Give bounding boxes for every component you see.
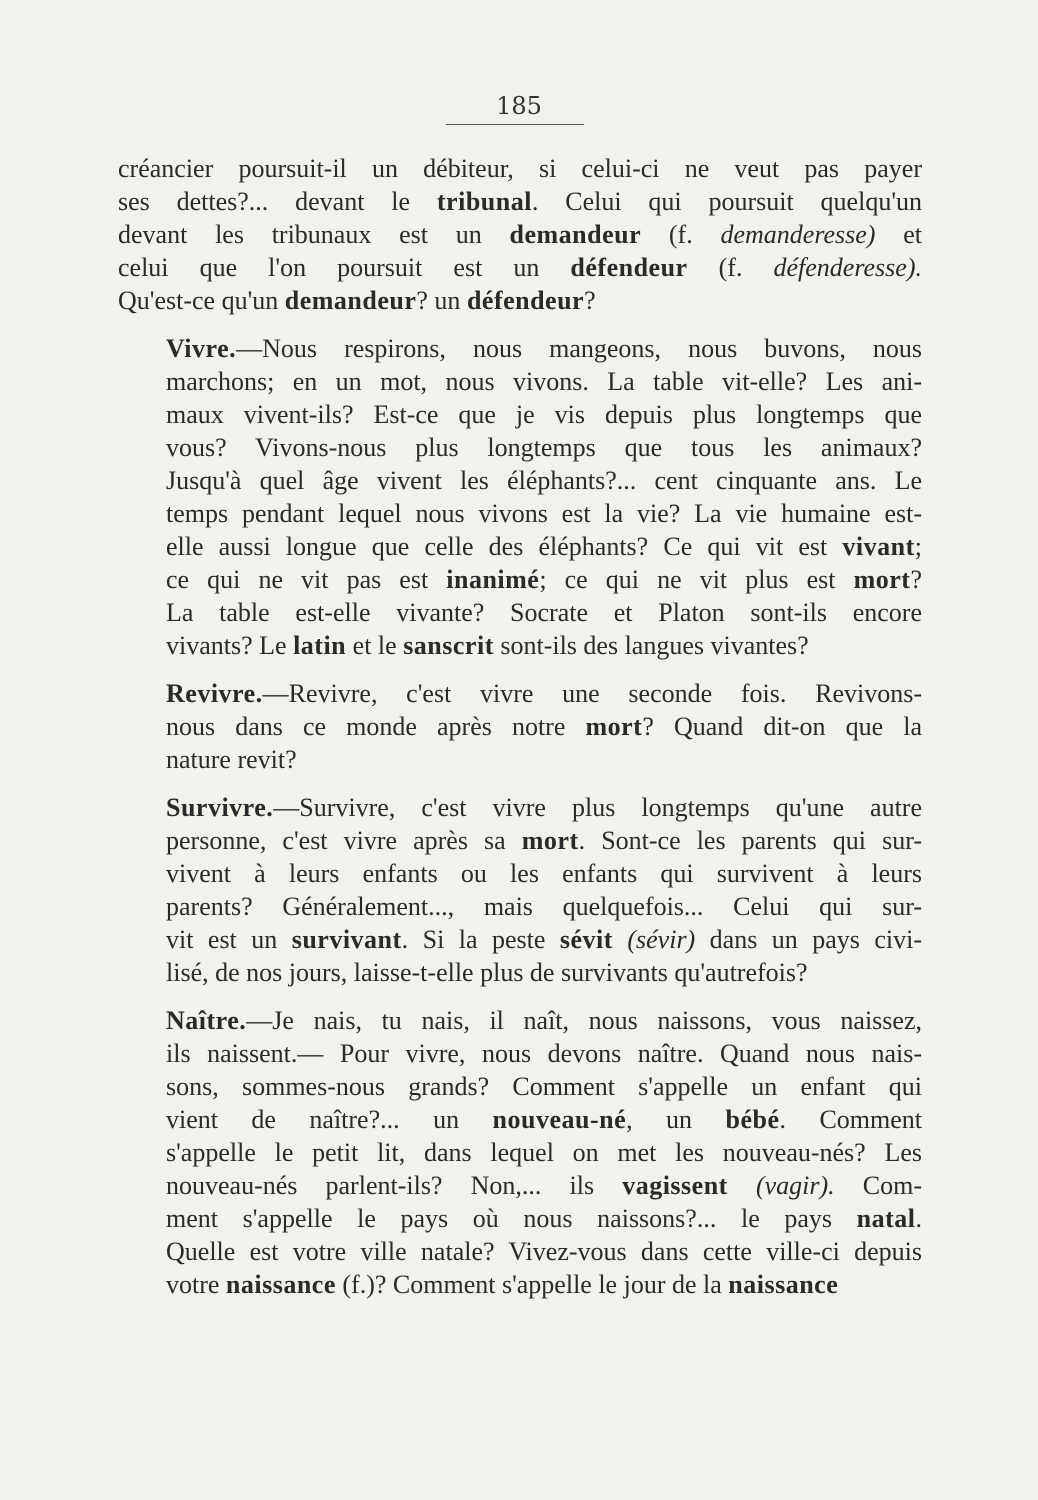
text-line: celui que l'on poursuit est un défendeur (f. défenderesse). (118, 253, 922, 282)
text-line: sons, sommes-nous grands? Comment s'appelle un enfant qui (166, 1072, 922, 1101)
text-line: Quelle est votre ville natale? Vivez-vous dans cette ville-ci depuis (166, 1237, 922, 1266)
text-line: marchons; en un mot, nous vivons. La table vit-elle? Les ani- (166, 367, 922, 396)
text-line: vit est un survivant. Si la peste sévit (sévir) dans un pays civi- (166, 925, 922, 954)
text-line: nouveau-nés parlent-ils? Non,... ils vagissent (vagir). Com- (166, 1171, 922, 1200)
paragraph-p5 (118, 1004, 922, 1301)
text-line: Revivre.—Revivre, c'est vivre une seconde fois. Revivons- (166, 679, 922, 708)
text-line: vivent à leurs enfants ou les enfants qui survivent à leurs (166, 859, 922, 888)
paragraph-p3 (118, 677, 922, 776)
paragraph-p2 (118, 332, 922, 662)
page-number: 185 (496, 92, 542, 120)
text-line: Jusqu'à quel âge vivent les éléphants?... cent cinquante ans. Le (166, 466, 922, 495)
text-line: personne, c'est vivre après sa mort. Sont-ce les parents qui sur- (166, 826, 922, 855)
headword: Naître. (166, 1006, 247, 1035)
text-line: Vivre.—Nous respirons, nous mangeons, nous buvons, nous (166, 334, 922, 363)
text-line: s'appelle le petit lit, dans lequel on met les nouveau-nés? Les (166, 1138, 922, 1167)
text-line: Naître.—Je nais, tu nais, il naît, nous naissons, vous naissez, (166, 1006, 922, 1035)
headword: Revivre. (166, 679, 263, 708)
paragraph-p1 (118, 152, 922, 317)
text-line: ils naissent.— Pour vivre, nous devons naître. Quand nous nais- (166, 1039, 922, 1068)
paragraph-p4 (118, 791, 922, 989)
text-line: temps pendant lequel nous vivons est la vie? La vie humaine est- (166, 499, 922, 528)
text-line: parents? Généralement..., mais quelquefois... Celui qui sur- (166, 892, 922, 921)
text-line: vous? Vivons-nous plus longtemps que tous les animaux? (166, 433, 922, 462)
text-line: ment s'appelle le pays où nous naissons?... le pays natal. (166, 1204, 922, 1233)
text-line: Qu'est-ce qu'un demandeur? un défendeur? (118, 286, 596, 315)
text-line: devant les tribunaux est un demandeur (f. demanderesse) et (118, 220, 922, 249)
headword: Vivre. (166, 334, 237, 363)
text-line: La table est-elle vivante? Socrate et Platon sont-ils encore (166, 598, 922, 627)
body-text (118, 152, 922, 1301)
text-line: créancier poursuit-il un débiteur, si celui-ci ne veut pas payer (118, 154, 922, 183)
text-line: lisé, de nos jours, laisse-t-elle plus de survivants qu'autrefois? (166, 958, 808, 987)
text-line: nous dans ce monde après notre mort? Quand dit-on que la (166, 712, 922, 741)
text-line: vivants? Le latin et le sanscrit sont-ils des langues vivantes? (166, 631, 809, 660)
text-line: vient de naître?... un nouveau-né, un bébé. Comment (166, 1105, 922, 1134)
headword: Survivre. (166, 793, 274, 822)
text-line: maux vivent-ils? Est-ce que je vis depuis plus longtemps que (166, 400, 922, 429)
text-line: votre naissance (f.)? Comment s'appelle le jour de la naissance (166, 1270, 839, 1299)
text-line: nature revit? (166, 745, 297, 774)
text-line: Survivre.—Survivre, c'est vivre plus longtemps qu'une autre (166, 793, 922, 822)
text-line: ses dettes?... devant le tribunal. Celui qui poursuit quelqu'un (118, 187, 922, 216)
header-rule (446, 124, 584, 125)
text-line: elle aussi longue que celle des éléphants? Ce qui vit est vivant; (166, 532, 922, 561)
text-line: ce qui ne vit pas est inanimé; ce qui ne vit plus est mort? (166, 565, 922, 594)
